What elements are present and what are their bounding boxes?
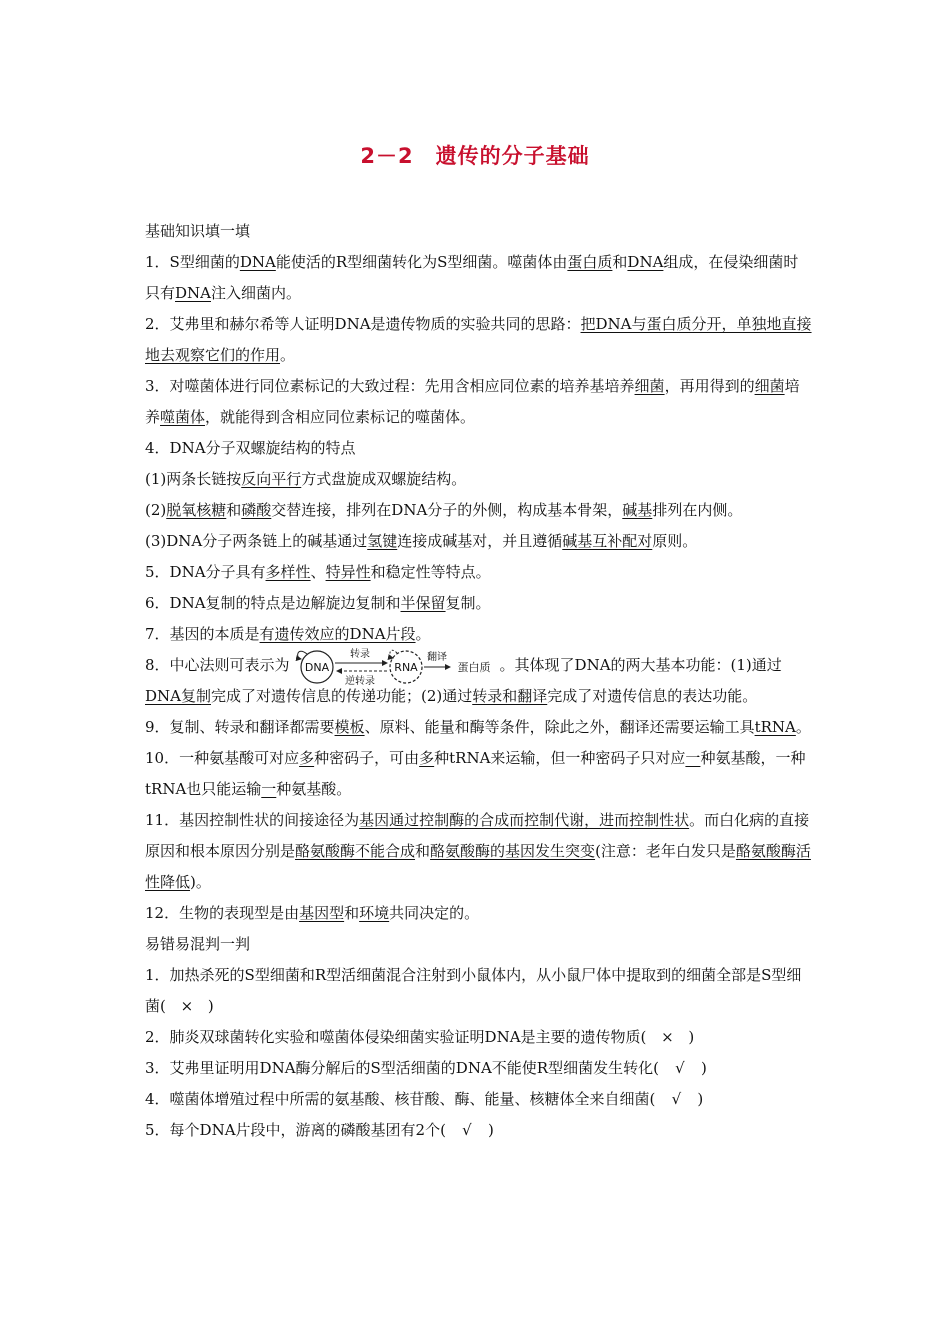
judgement-1: 1．加热杀死的S型细菌和R型活细菌混合注射到小鼠体内，从小鼠尸体中提取到的细菌全部是S型细菌( × )	[145, 960, 813, 1022]
item-10: 10．一种氨基酸可对应多种密码子，可由多种tRNA来运输，但一种密码子只对应一种氨基酸，一种tRNA也只能运输一种氨基酸。	[145, 749, 806, 798]
item-12: 12．生物的表现型是由基因型和环境共同决定的。	[145, 904, 480, 922]
answer-blank: tRNA	[754, 718, 796, 736]
judgement-4: 4．噬菌体增殖过程中所需的氨基酸、核苷酸、酶、能量、核糖体全来自细菌( √ )	[145, 1084, 813, 1115]
section-heading-basics: 基础知识填一填	[145, 222, 251, 240]
answer-blank: 模板	[334, 718, 365, 736]
answer-blank: 氢键	[367, 532, 398, 550]
dna-label: DNA	[304, 661, 329, 674]
answer-blank: 多样性	[265, 563, 311, 581]
answer-blank: 酪氨酸酶不能合成	[295, 842, 416, 860]
judgement-3: 3．艾弗里证明用DNA酶分解后的S型活细菌的DNA不能使R型细菌发生转化( √ )	[145, 1053, 813, 1084]
reverse-transcription-label: 逆转录	[344, 676, 375, 687]
answer-blank: 细菌	[754, 377, 785, 395]
answer-blank: 把DNA与蛋白质分开，单独地直接地去观察它们的作用	[145, 315, 812, 364]
item-4-1: (1)两条长链按反向平行方式盘旋成双螺旋结构。	[145, 470, 467, 488]
rna-label: RNA	[393, 661, 418, 674]
judgement-mark: √	[675, 1059, 685, 1077]
item-8: 8．中心法则可表示为 DNA 转录 逆转录 RNA 翻译 蛋白质 。其体现了DNA的两大基本功能：(1)通过DNA复制完成了对遗传信息的传递功能；(2)通过转录和翻译完成了对遗传信息的表达功能。	[145, 650, 813, 712]
answer-blank: 特异性	[325, 563, 371, 581]
protein-label: 蛋白质	[457, 661, 491, 674]
item-11: 11．基因控制性状的间接途径为基因通过控制酶的合成而控制代谢，进而控制性状。而白化病的直接原因和根本原因分别是酪氨酸酶不能合成和酪氨酸酶的基因发生突变(注意：老年白发只是酪氨酸酶活性降低)。	[145, 811, 811, 891]
item-4-3: (3)DNA分子两条链上的碱基通过氢键连接成碱基对，并且遵循碱基互补配对原则。	[145, 532, 698, 550]
answer-blank: 酪氨酸酶活性降低	[145, 842, 811, 891]
judgement-mark: √	[671, 1090, 682, 1108]
answer-blank: DNA复制	[145, 687, 211, 705]
answer-blank: DNA	[239, 253, 276, 271]
answer-blank: 一	[685, 749, 701, 767]
item-9: 9．复制、转录和翻译都需要模板、原料、能量和酶等条件，除此之外，翻译还需要运输工具tRNA。	[145, 718, 811, 736]
item-2: 2．艾弗里和赫尔希等人证明DNA是遗传物质的实验共同的思路：把DNA与蛋白质分开，单独地直接地去观察它们的作用。	[145, 315, 812, 364]
answer-blank: DNA	[627, 253, 664, 271]
answer-blank: 磷酸	[241, 501, 272, 519]
answer-blank: 酪氨酸酶的基因发生突变	[430, 842, 596, 860]
answer-blank: 脱氧核糖	[166, 501, 227, 519]
item-3: 3．对噬菌体进行同位素标记的大致过程：先用含相应同位素的培养基培养细菌，再用得到的细菌培养噬菌体，就能得到含相应同位素标记的噬菌体。	[145, 377, 800, 426]
judgement-mark: ×	[180, 997, 194, 1015]
answer-blank: 碱基互补配对	[562, 532, 653, 550]
answer-blank: 基因通过控制酶的合成而控制代谢，进而控制性状	[359, 811, 690, 829]
central-dogma-diagram	[292, 644, 498, 688]
document-body	[145, 216, 813, 1146]
answer-blank: 环境	[359, 904, 390, 922]
transcription-label: 转录	[349, 649, 370, 660]
answer-blank: 有遗传效应的DNA片段	[259, 625, 416, 643]
answer-blank: 基因型	[299, 904, 345, 922]
answer-blank: 反向平行	[241, 470, 302, 488]
answer-blank: 多	[419, 749, 435, 767]
item-1: 1．S型细菌的DNA能使活的R型细菌转化为S型细菌。噬菌体由蛋白质和DNA组成，在侵染细菌时只有DNA注入细菌内。	[145, 253, 799, 302]
answer-blank: 蛋白质	[567, 253, 613, 271]
judgement-5: 5．每个DNA片段中，游离的磷酸基团有2个( √ )	[145, 1115, 813, 1146]
item-4-title: 4．DNA分子双螺旋结构的特点	[145, 439, 356, 457]
item-4-2: (2)脱氧核糖和磷酸交替连接，排列在DNA分子的外侧，构成基本骨架，碱基排列在内侧。	[145, 501, 743, 519]
item-5: 5．DNA分子具有多样性、特异性和稳定性等特点。	[145, 563, 491, 581]
answer-blank: 噬菌体	[160, 408, 206, 426]
page-title: 2－2 遗传的分子基础	[360, 144, 590, 168]
item-6: 6．DNA复制的特点是边解旋边复制和半保留复制。	[145, 594, 491, 612]
answer-blank: 碱基	[622, 501, 653, 519]
judgement-2: 2．肺炎双球菌转化实验和噬菌体侵染细菌实验证明DNA是主要的遗传物质( × )	[145, 1022, 813, 1053]
answer-blank: 转录和翻译	[472, 687, 548, 705]
item-7: 7．基因的本质是有遗传效应的DNA片段。	[145, 625, 431, 643]
translation-label: 翻译	[426, 652, 447, 663]
judgement-mark: √	[462, 1121, 472, 1139]
judgement-mark: ×	[661, 1028, 674, 1046]
answer-blank: 细菌	[634, 377, 665, 395]
section-heading-judgement: 易错易混判一判	[145, 935, 251, 953]
answer-blank: 多	[299, 749, 315, 767]
answer-blank: 半保留	[400, 594, 446, 612]
answer-blank: 一	[261, 780, 277, 798]
answer-blank: DNA	[175, 284, 211, 302]
